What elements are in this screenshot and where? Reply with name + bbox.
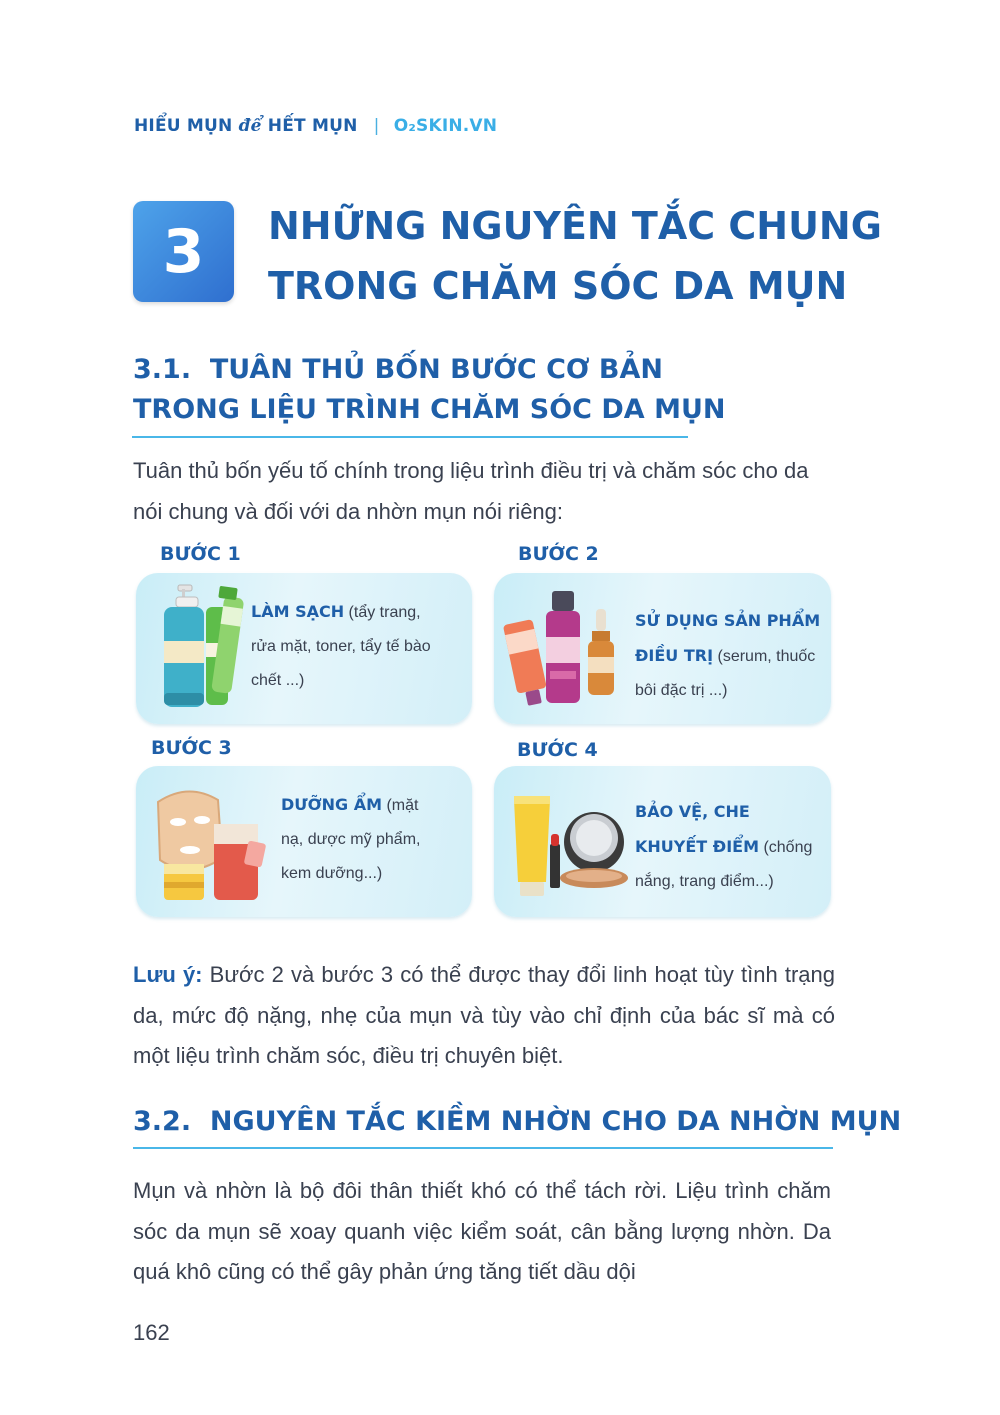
brand-text: HIỂU MỤN <box>134 116 233 136</box>
step-1-desc-1: (tẩy trang, <box>344 604 421 621</box>
sunscreen-compact-icon <box>506 786 631 901</box>
chapter-title <box>268 196 908 316</box>
step-3-title: DƯỠNG ẨM <box>281 795 383 814</box>
step-2-desc-2: bôi đặc trị ...) <box>635 682 728 699</box>
cleanser-bottles-icon <box>158 583 248 713</box>
note-paragraph <box>133 955 835 1077</box>
step-2-title-2: ĐIỀU TRỊ <box>635 646 714 665</box>
step-3-label: BƯỚC 3 <box>151 737 232 759</box>
running-header <box>134 116 497 136</box>
brand-de: để <box>238 116 262 136</box>
step-1-text <box>251 595 466 698</box>
page-number: 162 <box>133 1320 170 1345</box>
step-4-desc-1: (chống <box>759 839 813 856</box>
chapter-number-badge <box>133 201 234 302</box>
step-3-card <box>136 766 472 917</box>
chapter-number: 3 <box>162 216 205 287</box>
step-4-card <box>494 766 831 917</box>
step-3-desc-3: kem dưỡng...) <box>281 865 383 882</box>
site-name: O₂SKIN.VN <box>393 116 498 136</box>
step-1-desc-2: rửa mặt, toner, tẩy tế bào <box>251 638 431 655</box>
brand-text-2: HẾT MỤN <box>267 116 358 136</box>
step-4-desc-2: nắng, trang điểm...) <box>635 873 774 890</box>
section-heading-line-2: TRONG LIỆU TRÌNH CHĂM SÓC DA MỤN <box>133 394 726 425</box>
sheet-mask-cream-icon <box>148 780 273 905</box>
step-2-desc-1: (serum, thuốc <box>713 648 816 665</box>
chapter-title-line-1: NHỮNG NGUYÊN TẮC CHUNG <box>268 204 882 248</box>
section-heading-line-1: 3.1. TUÂN THỦ BỐN BƯỚC CƠ BẢN <box>133 354 663 385</box>
step-1-title: LÀM SẠCH <box>251 602 345 621</box>
step-2-card <box>494 573 831 724</box>
step-2-label: BƯỚC 2 <box>518 543 599 565</box>
section-heading-3-1 <box>133 350 813 430</box>
step-2-title-1: SỬ DỤNG SẢN PHẨM <box>635 611 821 630</box>
serum-bottles-icon <box>502 587 627 712</box>
step-4-label: BƯỚC 4 <box>517 739 598 761</box>
note-label: Lưu ý: <box>133 962 203 987</box>
step-2-text <box>635 604 835 708</box>
section-2-paragraph: Mụn và nhờn là bộ đôi thân thiết khó có thể tách rời. Liệu trình chăm sóc da mụn sẽ xoay quanh việc kiểm soát, cân bằng lượng nhờn. Da quá khô cũng có thể gây phản ứng tăng tiết dầu dội <box>133 1178 831 1284</box>
section-underline-2 <box>133 1147 833 1149</box>
step-4-text <box>635 795 835 899</box>
step-1-label: BƯỚC 1 <box>160 543 241 565</box>
section-heading-3-2: 3.2. NGUYÊN TẮC KIỀM NHỜN CHO DA NHỜN MỤN <box>133 1106 902 1137</box>
step-1-card <box>136 573 472 724</box>
step-3-text <box>281 788 466 891</box>
note-text: Bước 2 và bước 3 có thể được thay đổi linh hoạt tùy tình trạng da, mức độ nặng, nhẹ của mụn và tùy vào chỉ định của bác sĩ mà có một liệu trình chăm sóc, điều trị chuyên biệt. <box>133 962 835 1068</box>
step-4-title-2: KHUYẾT ĐIỂM <box>635 837 759 856</box>
chapter-title-line-2: TRONG CHĂM SÓC DA MỤN <box>268 264 848 308</box>
step-3-desc-2: nạ, dược mỹ phẩm, <box>281 831 421 848</box>
step-4-title-1: BẢO VỆ, CHE <box>635 802 750 821</box>
header-separator: | <box>373 116 380 136</box>
section-intro: Tuân thủ bốn yếu tố chính trong liệu trình điều trị và chăm sóc cho da nói chung và đối với da nhờn mụn nói riêng: <box>133 458 809 524</box>
step-3-desc-1: (mặt <box>382 797 419 814</box>
step-1-desc-3: chết ...) <box>251 672 305 689</box>
section-underline <box>132 436 688 438</box>
